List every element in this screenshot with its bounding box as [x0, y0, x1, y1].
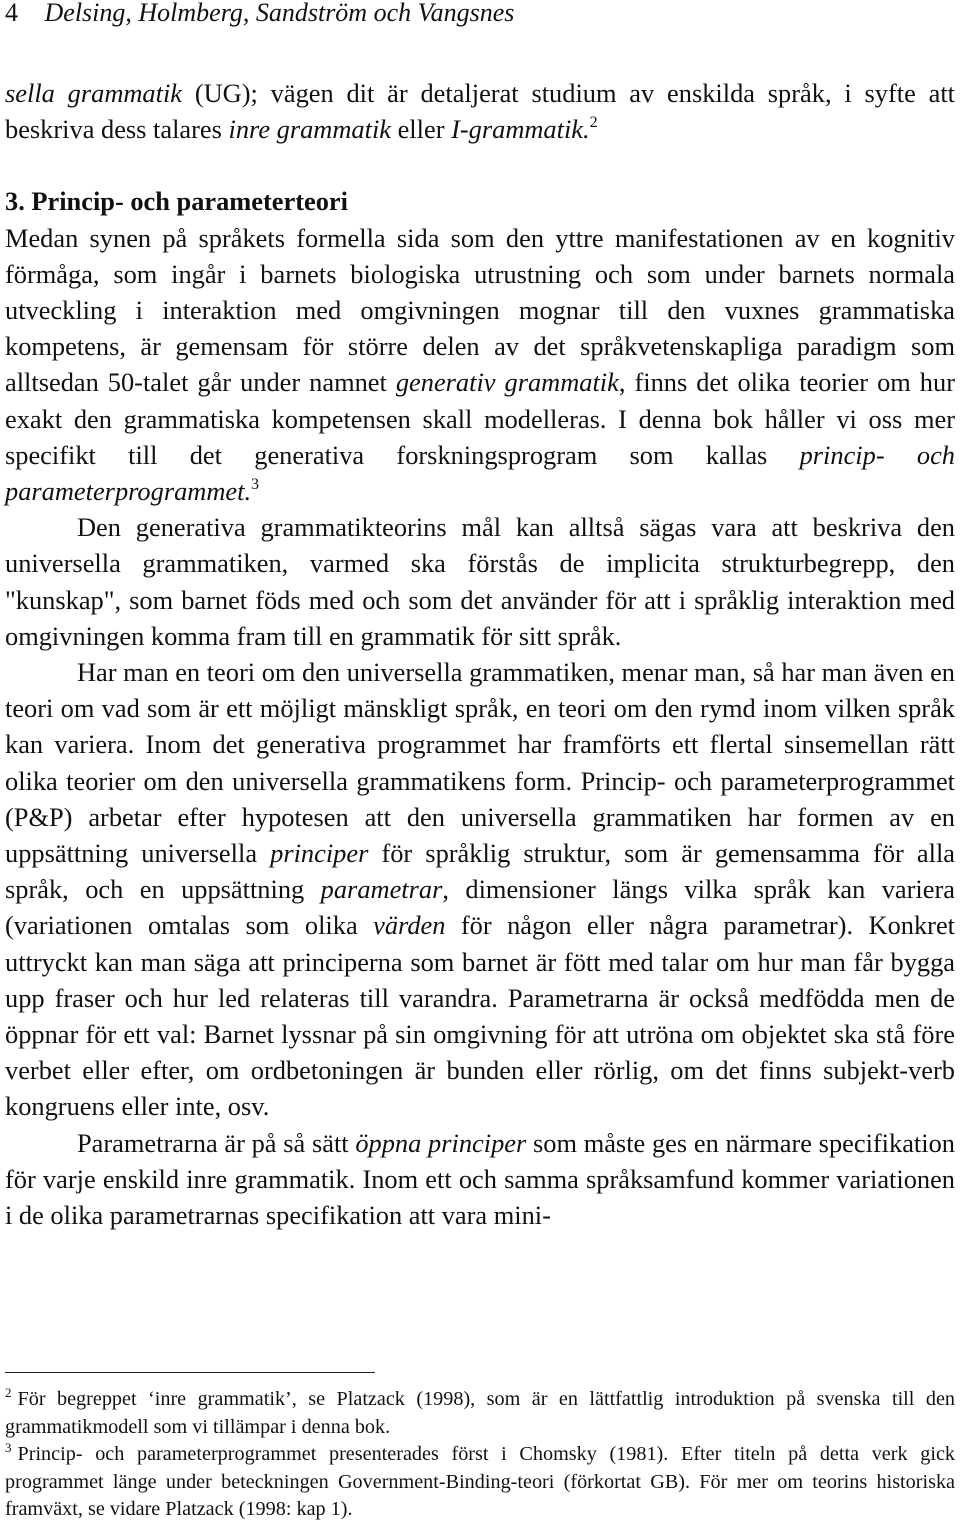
footnote-divider [5, 1372, 375, 1373]
footnote-3-text: Princip- och parameterprogrammet presenterades först i Chomsky (1981). Efter titeln på detta verk gick programmet länge under beteckningen Government-Binding-teori (förkortat GB). För mer om teorins historiska framväxt, se vidare Platzack (1998: kap 1). [5, 1443, 955, 1520]
p3-term-parametrar: parametrar [320, 874, 443, 905]
p4-text-1: Parametrarna är på så sätt [77, 1127, 356, 1158]
section-heading: 3. Princip- och parameterteori [5, 186, 348, 217]
p1-text-1: Medan synen på språkets formella sida som den yttre manifestationen av en kognitiv förmåga, som ingår i barnets biologiska utrustning och som under barnets normala utveckling i interaktion med omgivningen mognar till den vuxnes grammatiska kompetens, är gemensam för större delen av det språkvetenskapliga paradigm som alltsedan 50-talet går under namnet [5, 222, 955, 398]
intro-text-2: eller [391, 114, 452, 145]
paragraph-1 [5, 220, 955, 510]
running-head-authors: Delsing, Holmberg, Sandström och Vangsnes [44, 0, 515, 27]
footnote-2 [5, 1386, 955, 1441]
p1-text-2: , finns det olika teorier om hur exakt den grammatiska kompetensen skall modelleras. I denna bok håller vi oss mer specifikt till det generativa forskningsprogram som kallas [5, 367, 955, 470]
intro-text-1: (UG); vägen dit är detaljerat studium av enskilda språk, i syfte att beskriva dess talares [5, 78, 955, 145]
p3-text-3: , dimensioner längs vilka språk kan variera (variationen omtalas som olika [5, 874, 955, 941]
paragraph-4 [5, 1125, 955, 1234]
p3-text-4: för någon eller några parametrar). Konkret uttryckt kan man säga att principerna som barnet är fött med talar om hur man får bygga upp fraser och hur led relateras till varandra. Parametrarna är också medfödda men de öppnar för ett val: Barnet lyssnar på sin omgivning för att utröna om objektet ska stå före verbet eller efter, om ordbetoningen är bunden eller rörlig, om det finns subjekt-verb kongruens eller inte, osv. [5, 910, 955, 1122]
intro-term-ug: sella grammatik [5, 78, 183, 108]
footnote-2-number: 2 [5, 1385, 12, 1400]
p3-term-principer: principer [270, 838, 369, 869]
footnote-ref-2[interactable]: 2 [589, 114, 598, 132]
footnote-ref-3[interactable]: 3 [251, 476, 260, 494]
p3-text-1: Har man en teori om den universella grammatiken, menar man, så har man även en teori om vad som är ett möjligt mänskligt språk, en teori om den rymd inom vilken språk kan variera. Inom det generativa programmet har framförts ett flertal sinsemellan rätt olika teorier om den universella grammatikens form. Princip- och parameterprogrammet (P&P) arbetar efter hypotesen att den universella grammatiken har formen av en uppsättning universella [5, 657, 955, 869]
p4-text-2: som måste ges en närmare specifikation för varje enskild inre grammatik. Inom ett och samma språksamfund kommer variationen i de olika parametrarnas specifikation att vara mini- [5, 1127, 955, 1231]
footnote-3-number: 3 [5, 1440, 12, 1455]
footnote-3 [5, 1441, 955, 1524]
intro-paragraph [5, 75, 955, 147]
intro-term-i: I-grammatik. [451, 114, 590, 145]
footnotes [5, 1386, 955, 1524]
footnote-2-text: För begreppet ‘inre grammatik’, se Platzack (1998), som är en lättfattlig introduktion på svenska till den grammatikmodell som vi tillämpar i denna bok. [5, 1388, 955, 1438]
body-text [5, 75, 955, 1233]
paragraph-3 [5, 654, 955, 1125]
p1-term-generativ: generativ grammatik [395, 367, 619, 398]
p3-term-varden: värden [373, 910, 446, 941]
p1-term-pp: princip- och parameterprogrammet. [5, 439, 955, 507]
paragraph-2: Den generativa grammatikteorins mål kan alltså sägas vara att beskriva den universella grammatiken, varmed ska förstås de implicita strukturbegrepp, den "kunskap", som barnet föds med och som det använder för att i språklig interaktion med omgivningen komma fram till en grammatik för sitt språk. [5, 512, 955, 651]
p3-text-2: för språklig struktur, som är gemensamma för alla språk, och en uppsättning [5, 838, 955, 905]
intro-term-inre: inre grammatik [228, 114, 391, 145]
p4-term-oppna: öppna principer [355, 1127, 527, 1158]
page-number: 4 [5, 0, 18, 27]
running-head [5, 0, 514, 28]
